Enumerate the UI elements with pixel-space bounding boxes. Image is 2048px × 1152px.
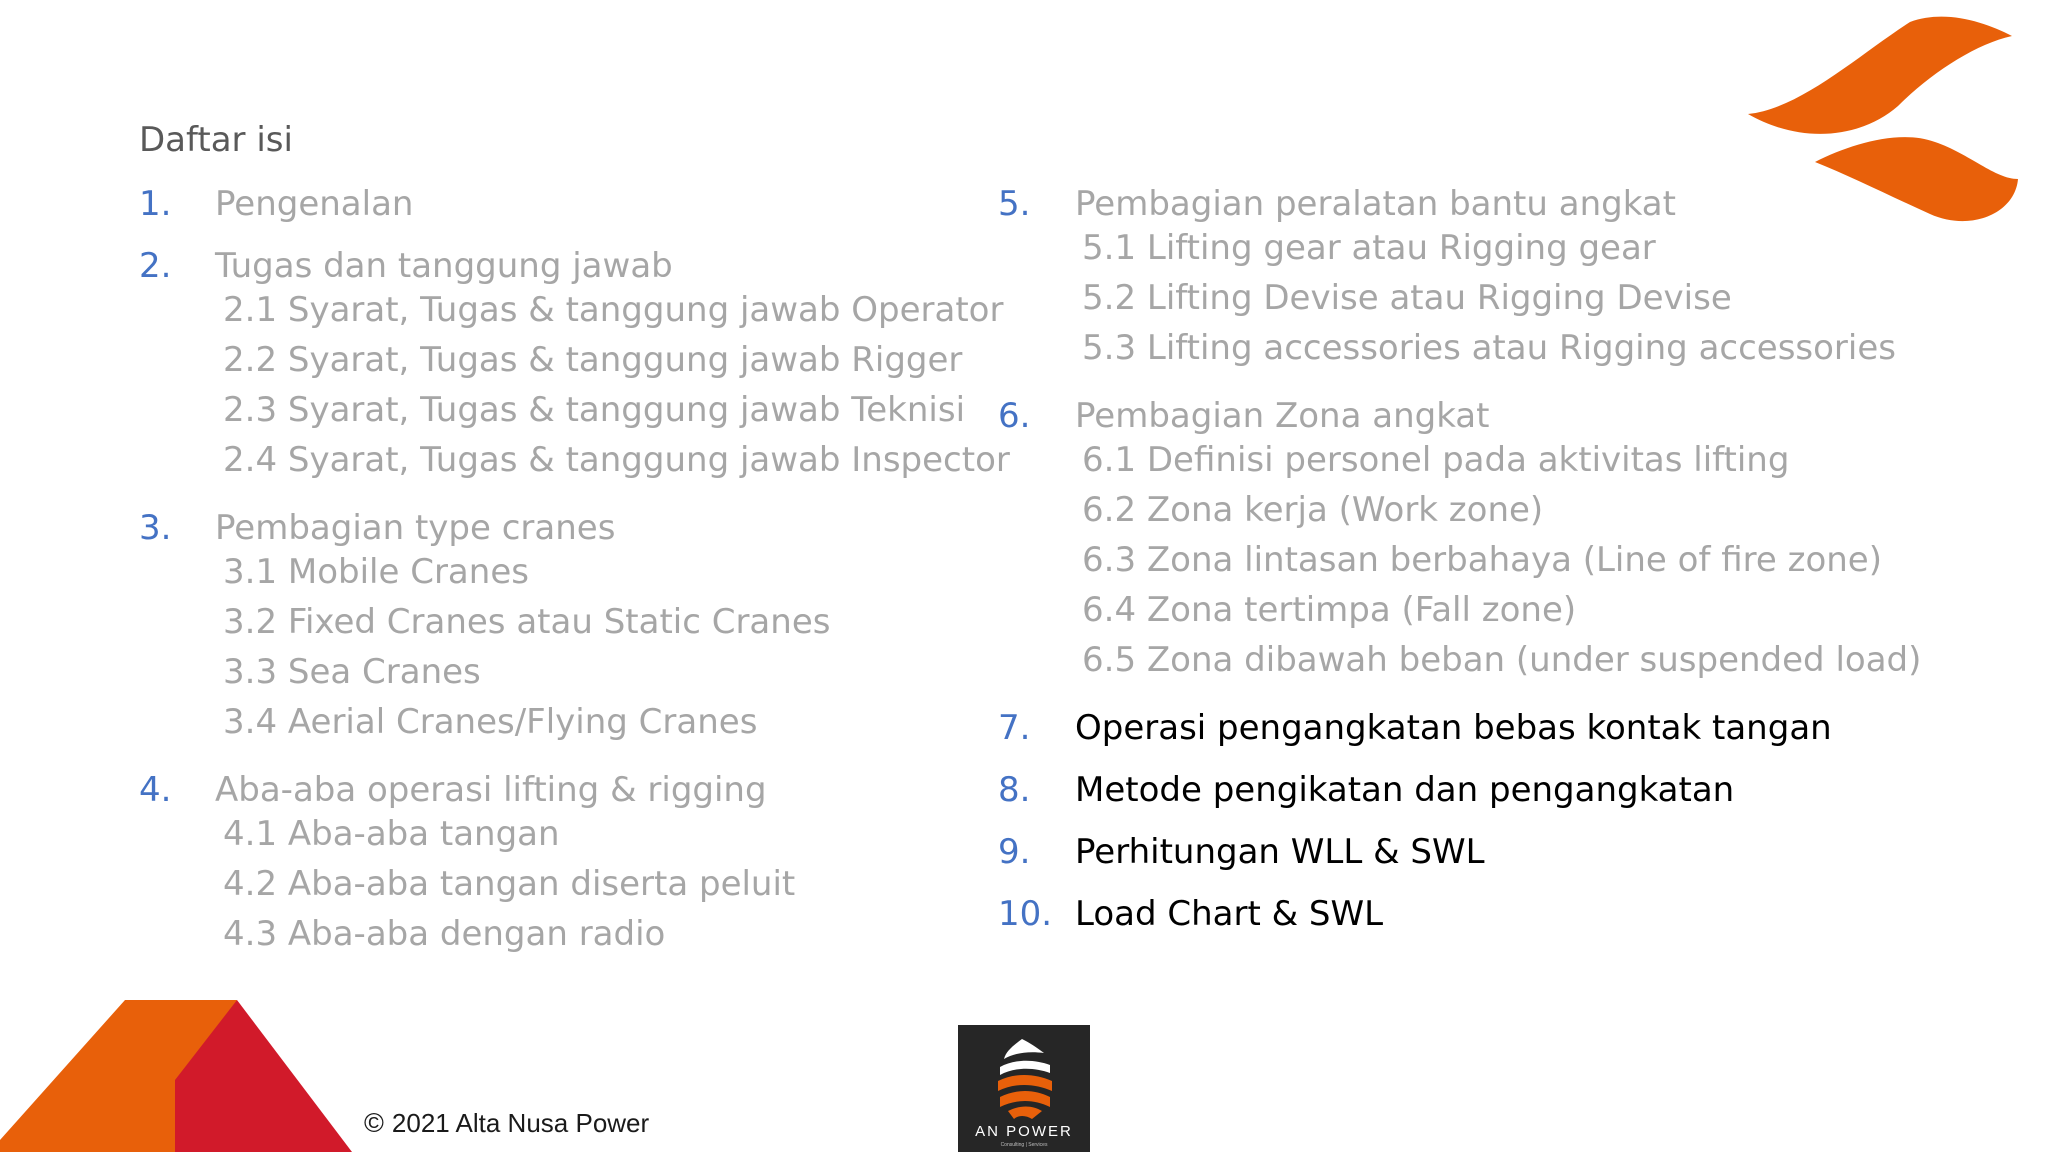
toc-subitem: 5.2 Lifting Devise atau Rigging Devise [1082, 278, 1732, 318]
brand-swoosh-icon [1740, 14, 2030, 224]
toc-subitem: 6.3 Zona lintasan berbahaya (Line of fire zone) [1082, 540, 1882, 580]
toc-label: Pembagian peralatan bantu angkat [1075, 184, 1676, 224]
toc-subitem: 2.2 Syarat, Tugas & tanggung jawab Rigger [223, 340, 963, 380]
toc-label: Pembagian Zona angkat [1075, 396, 1490, 436]
toc-label: Tugas dan tanggung jawab [215, 246, 673, 286]
logo-name: AN POWER [975, 1123, 1073, 1140]
toc-label: Operasi pengangkatan bebas kontak tangan [1075, 708, 1832, 748]
copyright-notice [364, 1108, 649, 1139]
toc-label: Aba-aba operasi lifting & rigging [215, 770, 767, 810]
toc-subitem: 4.1 Aba-aba tangan [223, 814, 560, 854]
toc-label: Pengenalan [215, 184, 414, 224]
toc-subitem: 3.3 Sea Cranes [223, 652, 481, 692]
toc-label: Load Chart & SWL [1075, 894, 1384, 934]
toc-subitem: 6.2 Zona kerja (Work zone) [1082, 490, 1544, 530]
toc-number: 8. [998, 770, 1031, 810]
toc-number: 3. [139, 508, 172, 548]
toc-number: 10. [998, 894, 1053, 934]
company-logo [958, 1025, 1090, 1152]
toc-number: 4. [139, 770, 172, 810]
toc-subitem: 2.3 Syarat, Tugas & tanggung jawab Teknisi [223, 390, 966, 430]
toc-number: 2. [139, 246, 172, 286]
wave-logo-icon [992, 1037, 1056, 1121]
toc-subitem: 5.1 Lifting gear atau Rigging gear [1082, 228, 1656, 268]
toc-subitem: 5.3 Lifting accessories atau Rigging accessories [1082, 328, 1896, 368]
copyright-text: 2021 Alta Nusa Power [391, 1108, 650, 1138]
toc-subitem: 2.4 Syarat, Tugas & tanggung jawab Inspector [223, 440, 1010, 480]
toc-subitem: 3.4 Aerial Cranes/Flying Cranes [223, 702, 758, 742]
toc-subitem: 6.4 Zona tertimpa (Fall zone) [1082, 590, 1577, 630]
logo-tagline: Consulting | Services [1000, 1142, 1048, 1148]
copyright-icon: © [364, 1108, 384, 1138]
toc-subitem: 6.5 Zona dibawah beban (under suspended load) [1082, 640, 1922, 680]
toc-number: 7. [998, 708, 1031, 748]
toc-subitem: 4.2 Aba-aba tangan diserta peluit [223, 864, 796, 904]
toc-label: Perhitungan WLL & SWL [1075, 832, 1485, 872]
toc-number: 5. [998, 184, 1031, 224]
toc-label: Metode pengikatan dan pengangkatan [1075, 770, 1735, 810]
toc-number: 6. [998, 396, 1031, 436]
corner-decoration [0, 990, 360, 1152]
toc-number: 1. [139, 184, 172, 224]
toc-subitem: 3.1 Mobile Cranes [223, 552, 529, 592]
toc-subitem: 6.1 Definisi personel pada aktivitas lifting [1082, 440, 1790, 480]
toc-number: 9. [998, 832, 1031, 872]
toc-subitem: 3.2 Fixed Cranes atau Static Cranes [223, 602, 831, 642]
toc-label: Pembagian type cranes [215, 508, 616, 548]
toc-subitem: 4.3 Aba-aba dengan radio [223, 914, 666, 954]
page-title: Daftar isi [139, 120, 293, 160]
toc-subitem: 2.1 Syarat, Tugas & tanggung jawab Operator [223, 290, 1004, 330]
